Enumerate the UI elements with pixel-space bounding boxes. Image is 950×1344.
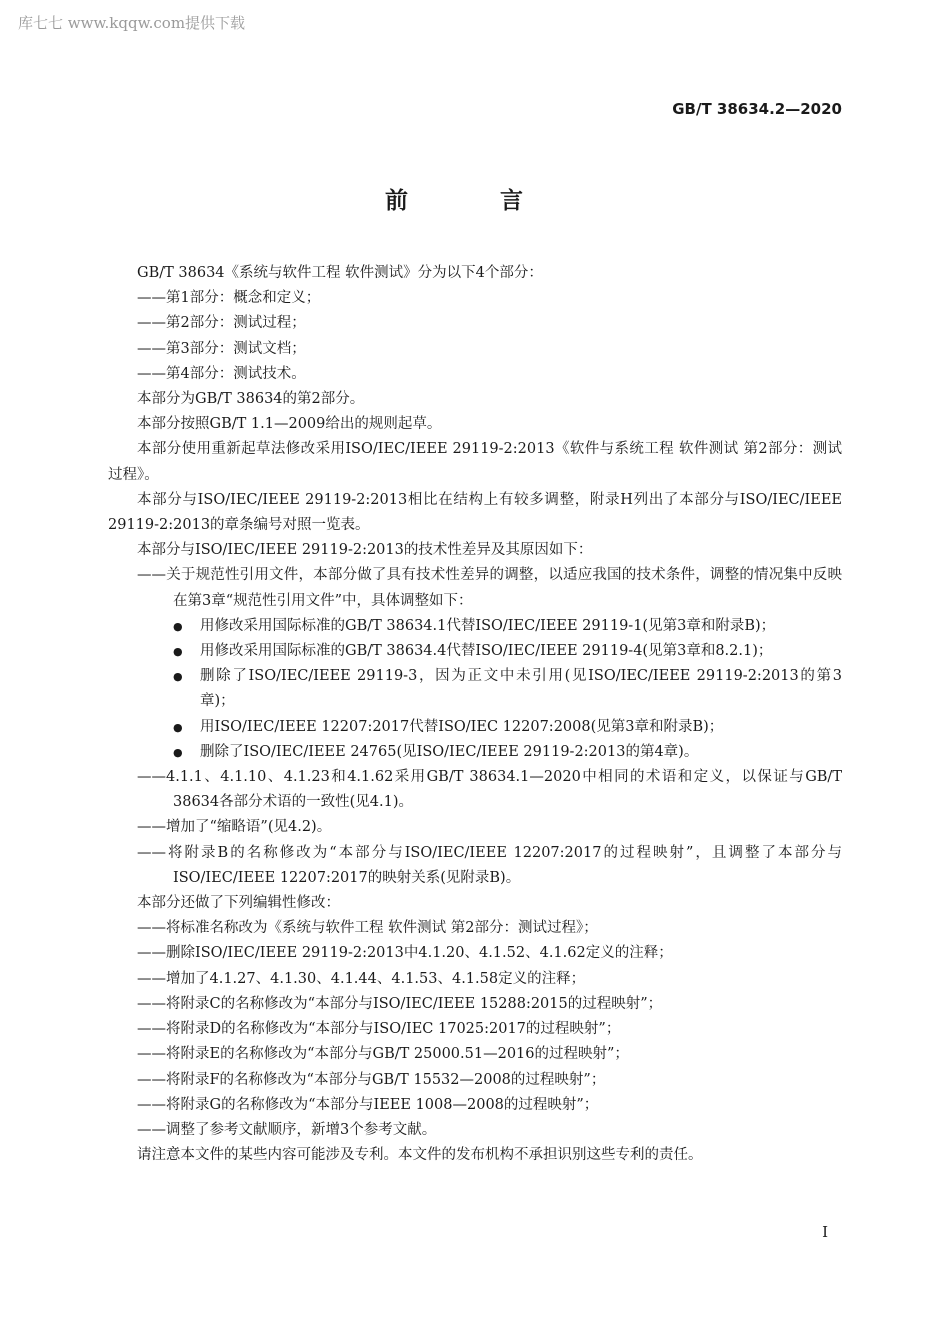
- dash-list-item: ——删除ISO/IEC/IEEE 29119-2:2013中4.1.20、4.1.52、4.1.62定义的注释；: [137, 945, 673, 962]
- dash-list-item: ——增加了“缩略语”(见4.2)。: [137, 819, 332, 836]
- page-number: I: [822, 1223, 828, 1241]
- paragraph: 本部分为GB/T 38634的第2部分。: [137, 391, 365, 408]
- download-watermark: 库七七 www.kqqw.com提供下载: [18, 14, 246, 32]
- dash-list-item: ——将附录F的名称修改为“本部分与GB/T 15532—2008的过程映射”；: [137, 1071, 606, 1088]
- dash-list-item: ——第2部分：测试过程；: [137, 315, 306, 332]
- paragraph: 本部分按照GB/T 1.1—2009给出的规则起草。: [137, 416, 442, 433]
- paragraph: 请注意本文件的某些内容可能涉及专利。本文件的发布机构不承担识别这些专利的责任。: [137, 1147, 703, 1164]
- preface-body: [108, 261, 842, 1168]
- dash-list-item: ——将附录E的名称修改为“本部分与GB/T 25000.51—2016的过程映射”；: [137, 1046, 629, 1063]
- bullet-list-item: ● 用修改采用国际标准的GB/T 38634.4代替ISO/IEC/IEEE 29119-4(见第3章和8.2.1)；: [108, 639, 842, 664]
- bullet-list-item: ● 用修改采用国际标准的GB/T 38634.1代替ISO/IEC/IEEE 29119-1(见第3章和附录B)；: [108, 614, 842, 639]
- bullet-list-item: ● 用ISO/IEC/IEEE 12207:2017代替ISO/IEC 12207:2008(见第3章和附录B)；: [108, 715, 842, 740]
- dash-list-item: ——将附录C的名称修改为“本部分与ISO/IEC/IEEE 15288:2015的过程映射”；: [137, 995, 663, 1012]
- bullet-list-item: ● 删除了ISO/IEC/IEEE 29119-3，因为正文中未引用(见ISO/IEC/IEEE 29119-2:2013的第3章)；: [108, 664, 842, 714]
- dash-list-item: ——将标准名称改为《系统与软件工程 软件测试 第2部分：测试过程》；: [137, 920, 598, 937]
- dash-list-item: ——第3部分：测试文档；: [137, 340, 306, 357]
- paragraph: 本部分与ISO/IEC/IEEE 29119-2:2013相比在结构上有较多调整，附录H列出了本部分与ISO/IEC/IEEE 29119-2:2013的章条编号对照一览表。: [108, 491, 842, 534]
- dash-list-item: ——第1部分：概念和定义；: [137, 290, 321, 307]
- dash-list-item: ——增加了4.1.27、4.1.30、4.1.44、4.1.53、4.1.58定义的注释；: [137, 970, 586, 987]
- dash-list-item: ——将附录G的名称修改为“本部分与IEEE 1008—2008的过程映射”；: [137, 1096, 599, 1113]
- dash-list-item: ——关于规范性引用文件，本部分做了具有技术性差异的调整，以适应我国的技术条件，调整的情况集中反映在第3章“规范性引用文件”中，具体调整如下：: [137, 567, 842, 609]
- bullet-list-item: ● 删除了ISO/IEC/IEEE 24765(见ISO/IEC/IEEE 29119-2:2013的第4章)。: [108, 740, 842, 765]
- paragraph: 本部分与ISO/IEC/IEEE 29119-2:2013的技术性差异及其原因如下：: [137, 542, 593, 559]
- paragraph: 本部分还做了下列编辑性修改：: [137, 895, 340, 912]
- page-title: 前 言: [384, 188, 565, 214]
- dash-list-item: ——将附录B的名称修改为“本部分与ISO/IEC/IEEE 12207:2017的过程映射”，且调整了本部分与ISO/IEC/IEEE 12207:2017的映射关系(见附录B)。: [137, 844, 842, 886]
- dash-list-item: ——第4部分：测试技术。: [137, 365, 306, 382]
- paragraph: 本部分使用重新起草法修改采用ISO/IEC/IEEE 29119-2:2013《软件与系统工程 软件测试 第2部分：测试过程》。: [108, 441, 842, 483]
- dash-list-item: ——4.1.1、4.1.10、4.1.23和4.1.62采用GB/T 38634.1—2020中相同的术语和定义，以保证与GB/T 38634各部分术语的一致性(见4.1)。: [137, 769, 842, 811]
- paragraph: GB/T 38634《系统与软件工程 软件测试》分为以下4个部分：: [137, 265, 543, 281]
- dash-list-item: ——调整了参考文献顺序，新增3个参考文献。: [137, 1121, 437, 1138]
- dash-list-item: ——将附录D的名称修改为“本部分与ISO/IEC 17025:2017的过程映射”；: [137, 1021, 621, 1038]
- document-code: GB/T 38634.2—2020: [672, 100, 842, 118]
